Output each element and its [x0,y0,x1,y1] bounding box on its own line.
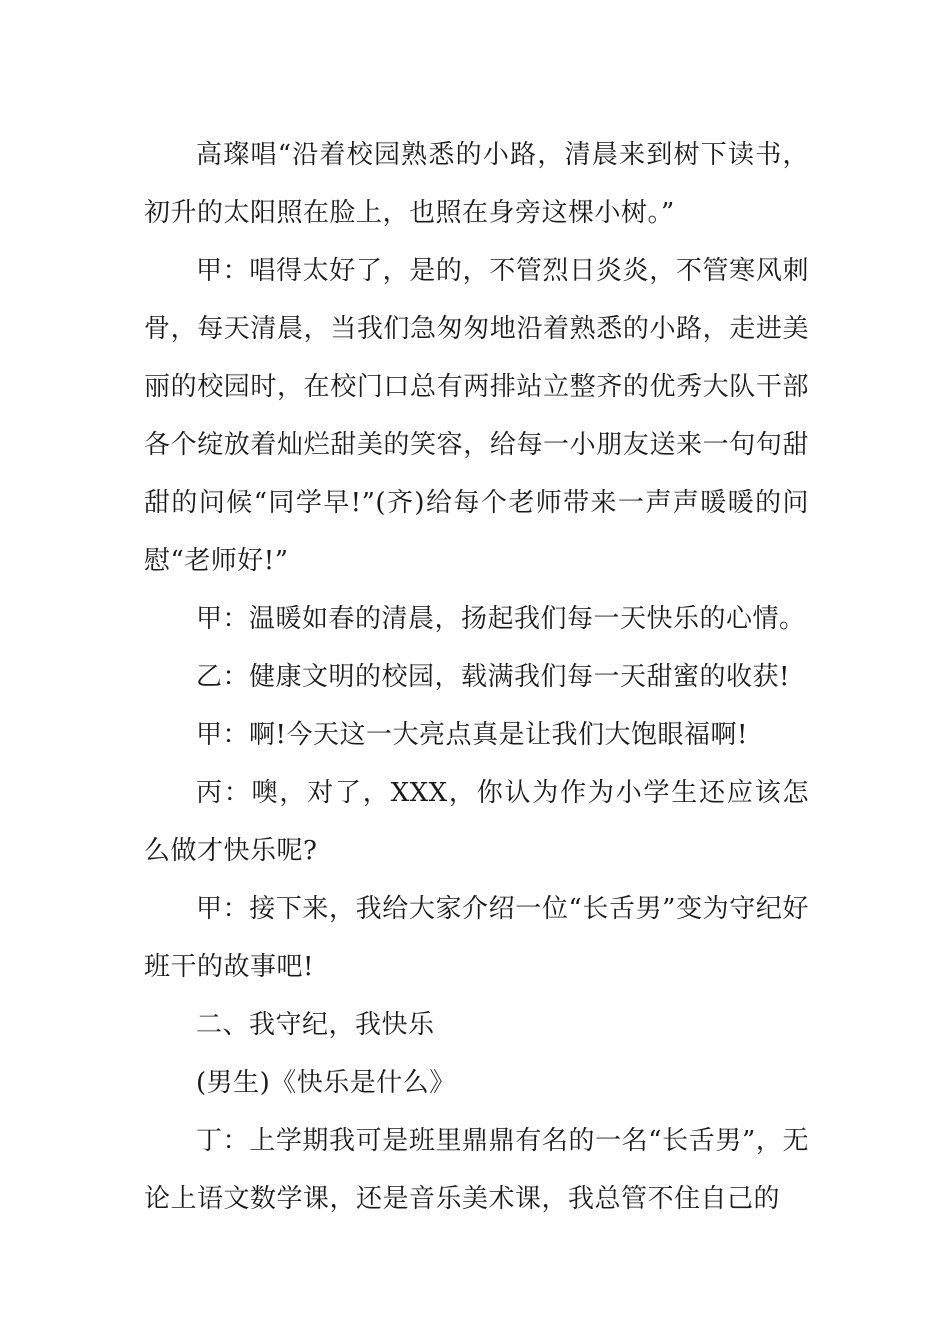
program-item: (男生)《快乐是什么》 [196,1068,456,1098]
paragraph-jia-morning: 甲：唱得太好了，是的，不管烈日炎炎，不管寒风刺骨，每天清晨，当我们急匆匆地沿着熟悉的小路，走进美丽的校园时，在校门口总有两排站立整齐的优秀大队干部各个绽放着灿烂甜美的笑容，给每一小朋友送来一句句甜甜的问候“同学早!”(齐)给每个老师带来一声声暖暖的问慰“老师好!” [144,256,809,576]
paragraph-jia-highlight: 甲：啊!今天这一大亮点真是让我们大饱眼福啊! [196,720,748,750]
paragraph-jia-intro: 甲：接下来，我给大家介绍一位“长舌男”变为守纪好班干的故事吧! [144,894,809,982]
section-heading: 二、我守纪，我快乐 [196,1010,435,1040]
paragraph-ding-story: 丁：上学期我可是班里鼎鼎有名的一名“长舌男”，无论上语文数学课，还是音乐美术课，我总管不住自己的 [144,1126,809,1214]
paragraph-yi-healthy: 乙：健康文明的校园，载满我们每一天甜蜜的收获! [196,662,790,692]
document-body [144,126,809,1228]
paragraph-bing-question: 丙：噢，对了，XXX，你认为作为小学生还应该怎么做才快乐呢? [144,778,809,866]
paragraph-song-lyric: 高璨唱“沿着校园熟悉的小路，清晨来到树下读书，初升的太阳照在脸上，也照在身旁这棵小树。” [144,140,809,228]
paragraph-jia-warm: 甲：温暖如春的清晨，扬起我们每一天快乐的心情。 [196,604,806,634]
